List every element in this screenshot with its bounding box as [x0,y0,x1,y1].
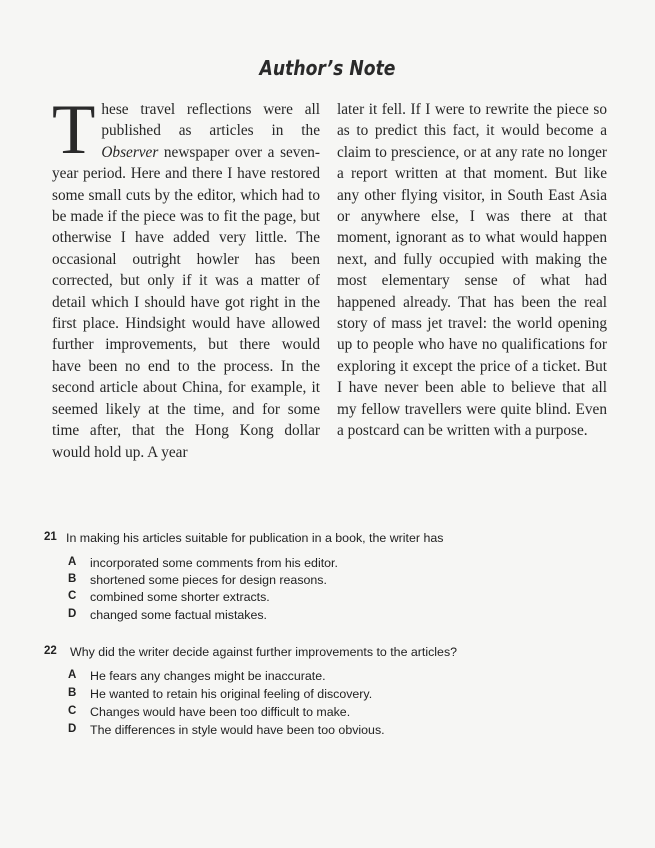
option-text: shortened some pieces for design reasons. [90,573,327,587]
option-22-b[interactable] [0,687,655,705]
publication-name: Observer [101,143,159,161]
option-letter: D [68,608,77,620]
article-text-intro: hese travel reflections were all published as articles in the [101,101,320,140]
option-21-b[interactable] [0,573,655,591]
option-letter: A [68,556,77,568]
option-22-c[interactable] [0,705,655,723]
option-letter: B [68,573,77,585]
option-text: combined some shorter extracts. [90,590,270,604]
option-text: changed some factual mistakes. [90,608,268,622]
option-text: He fears any changes might be inaccurate. [90,669,326,683]
option-letter: A [68,669,77,681]
option-21-c[interactable] [0,590,655,608]
option-22-d[interactable] [0,723,655,741]
option-letter: D [68,723,77,735]
article-column-left [52,91,320,463]
drop-cap: T [52,91,96,169]
question-text: Why did the writer decide against further improvements to the articles? [70,645,458,659]
option-text: The differences in style would have been too obvious. [90,723,385,737]
page-title: Author’s Note [259,56,396,80]
option-21-d[interactable] [0,608,655,626]
question-number: 21 [44,531,57,543]
option-letter: C [68,590,77,602]
option-22-a[interactable] [0,669,655,687]
option-21-a[interactable] [0,556,655,574]
option-letter: C [68,705,77,717]
option-text: He wanted to retain his original feeling of discovery. [90,687,373,701]
option-text: incorporated some comments from his editor. [90,556,338,570]
option-letter: B [68,687,77,699]
question-number: 22 [44,645,57,657]
article-column-right [337,99,607,442]
article-text-right: later it fell. If I were to rewrite the piece so as to predict this fact, it would become a claim to prescience, or at any rate no longer a report written at that moment. But like any other flying visitor, in South East Asia or anywhere else, I was there at that moment, ignorant as to what would happen next, and fully occupied with making the most elementary sense of what had happened already. That has been the real story of mass jet travel: the world opening up to people who have no qualifications for exploring it except the price of a ticket. But I have never been able to believe that all my fellow travellers were quite blind. Even a postcard can be written with a purpose. [337,101,607,440]
article-text-left: newspaper over a seven-year period. Here and there I have restored some small cuts by the editor, which had to be made if the piece was to fit the page, but otherwise I have added very little. The occasional outright howler has been corrected, but only if it was a matter of detail which I should have got right in the first place. Hindsight would have allowed further improvements, but there would have been no end to the process. In the second article about China, for example, it seemed likely at the time, and for some time after, that the Hong Kong dollar would hold up. A year [52,143,320,461]
option-text: Changes would have been too difficult to make. [90,705,351,719]
question-text: In making his articles suitable for publication in a book, the writer has [66,531,444,545]
